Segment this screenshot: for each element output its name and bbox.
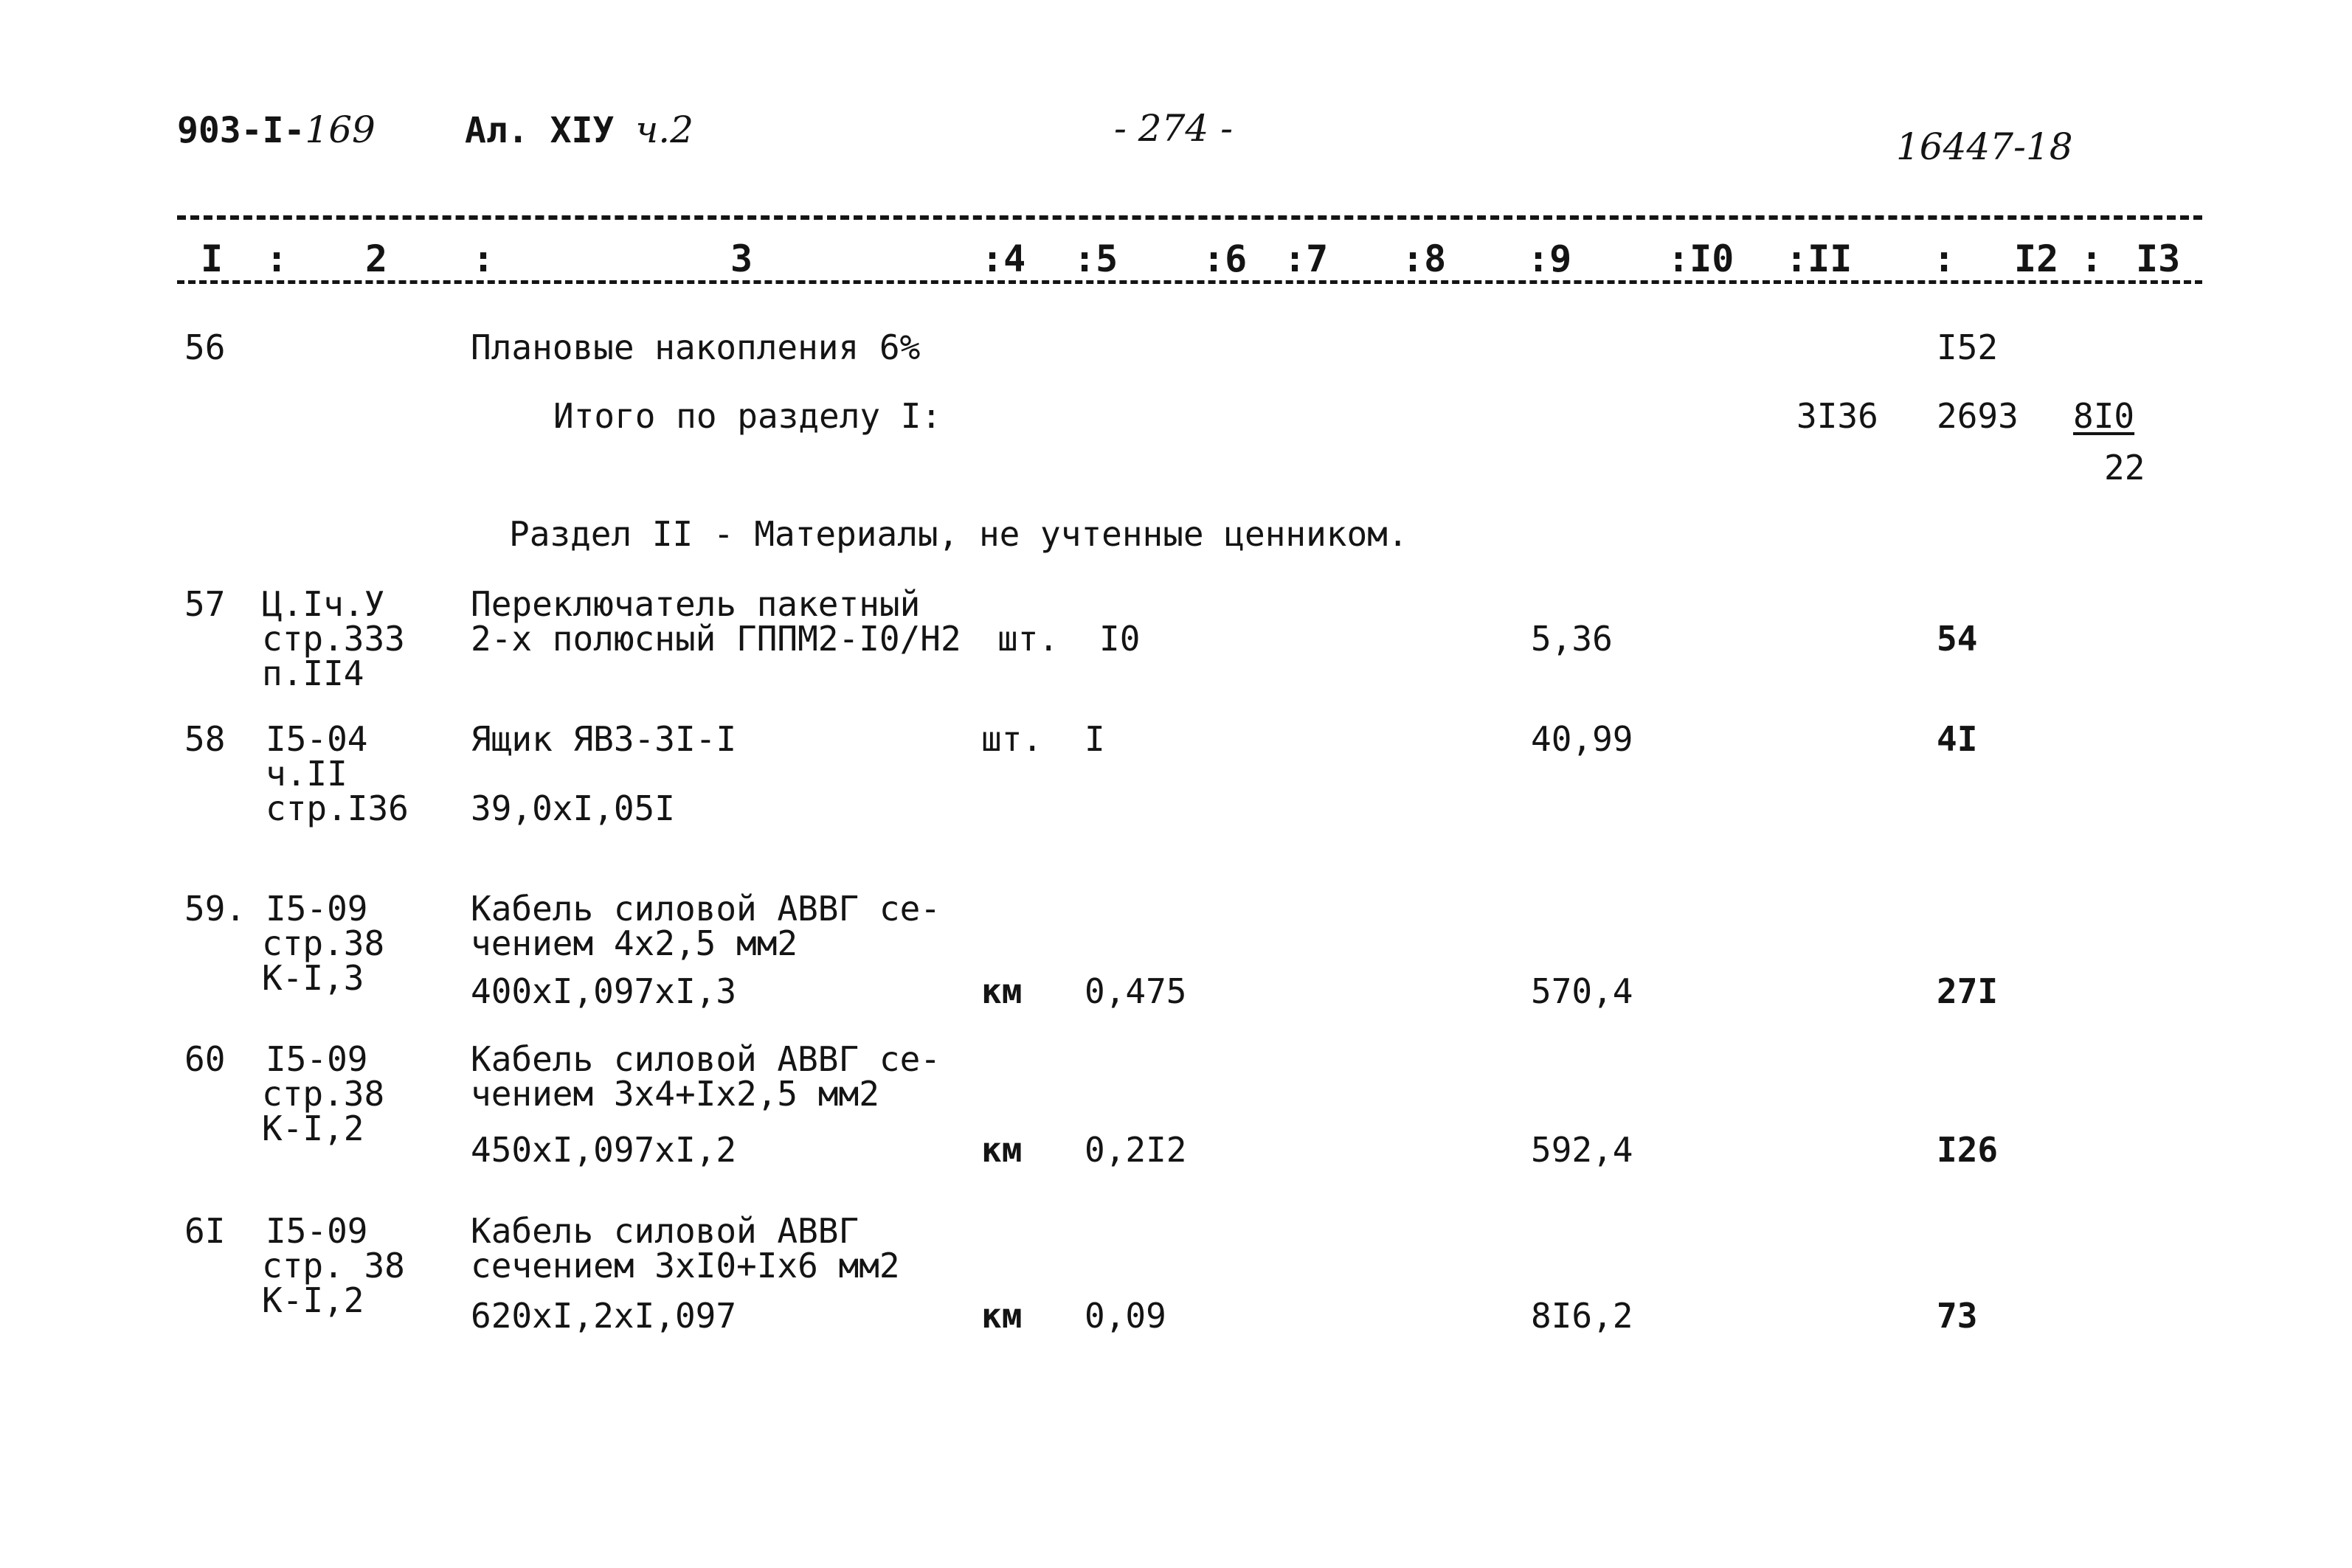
row-number: 56 [184, 327, 226, 367]
row-name-line: сечением 3xI0+Ix6 мм2 [471, 1246, 900, 1286]
column-number: 2 [365, 237, 388, 280]
row-cost: I26 [1937, 1130, 1999, 1170]
column-number: :6 [1203, 237, 1248, 280]
row-ref-line: Ц.Iч.У [262, 584, 385, 624]
total-col13-bottom: 22 [2104, 448, 2145, 488]
column-separator: : [1933, 237, 1956, 280]
total-col11: 3I36 [1796, 396, 1878, 436]
row-ref-line: К-I,2 [262, 1280, 364, 1320]
row-quantity: 0,475 [1085, 971, 1187, 1011]
total-label: Итого по разделу I: [553, 396, 942, 436]
row-name-line: Переключатель пакетный [471, 584, 921, 624]
row-ref-line: стр.38 [262, 1074, 385, 1114]
column-number: I2 [2014, 237, 2059, 280]
row-ref-line: ч.II [266, 754, 347, 794]
row-ref-line: I5-09 [266, 1211, 368, 1251]
row-unit: км [981, 1130, 1023, 1170]
row-cost: I52 [1937, 327, 1999, 367]
column-separator: : [2081, 237, 2103, 280]
row-unit: шт. [981, 719, 1043, 759]
total-col12: 2693 [1937, 396, 2019, 436]
row-quantity: 0,09 [1085, 1296, 1166, 1336]
row-price: 5,36 [1531, 619, 1613, 659]
row-quantity: I [1085, 719, 1105, 759]
row-ref-line: К-I,2 [262, 1109, 364, 1148]
column-number: I3 [2136, 237, 2181, 280]
column-number: :9 [1527, 237, 1572, 280]
page-number: - 274 - [1114, 107, 1234, 150]
row-formula: 450xI,097xI,2 [471, 1130, 737, 1170]
row-ref-line: I5-04 [266, 719, 368, 759]
row-ref-line: стр. 38 [262, 1246, 405, 1286]
row-number: 60 [184, 1039, 226, 1079]
row-unit: км [981, 1296, 1023, 1336]
column-number: :5 [1073, 237, 1118, 280]
row-unit: шт. [997, 619, 1059, 659]
row-number: 57 [184, 584, 226, 624]
column-number: 3 [730, 237, 753, 280]
row-quantity: 0,2I2 [1085, 1130, 1187, 1170]
row-name-line: чением 4x2,5 мм2 [471, 923, 798, 963]
column-separator: : [266, 237, 288, 280]
row-price: 592,4 [1531, 1130, 1633, 1170]
row-cost: 73 [1937, 1296, 1978, 1336]
row-ref-line: стр.38 [262, 923, 385, 963]
row-formula: 400xI,097xI,3 [471, 971, 737, 1011]
row-ref-line: п.II4 [262, 653, 364, 693]
row-name: Плановые накопления 6% [471, 327, 921, 367]
column-number: :II [1785, 237, 1853, 280]
row-number: 58 [184, 719, 226, 759]
total-col13-top: 8I0 [2073, 396, 2135, 436]
row-ref-line: стр.I36 [266, 788, 409, 828]
row-ref-line: I5-09 [266, 889, 368, 929]
sheet-number: 16447-18 [1896, 125, 2073, 168]
album-label: Ал. XIУ ч.2 [465, 108, 694, 151]
row-name-line: Кабель силовой АВВГ се- [471, 889, 941, 929]
column-number: I [201, 237, 224, 280]
column-number: :8 [1402, 237, 1447, 280]
row-name-line: 2-х полюсный ГППМ2-I0/Н2 [471, 619, 961, 659]
row-formula: 39,0xI,05I [471, 788, 675, 828]
row-cost: 54 [1937, 619, 1978, 659]
row-ref-line: К-I,3 [262, 958, 364, 998]
row-name-line: Кабель силовой АВВГ се- [471, 1039, 941, 1079]
column-number: :7 [1284, 237, 1329, 280]
row-number: 6I [184, 1211, 226, 1251]
row-cost: 4I [1937, 719, 1978, 759]
top-dashed-rule [177, 215, 2202, 220]
row-cost: 27I [1937, 971, 1999, 1011]
row-price: 570,4 [1531, 971, 1633, 1011]
row-price: 40,99 [1531, 719, 1633, 759]
section-title: Раздел II - Материалы, не учтенные ценником. [509, 514, 1408, 554]
row-ref-line: стр.333 [262, 619, 405, 659]
row-ref-line: I5-09 [266, 1039, 368, 1079]
row-price: 8I6,2 [1531, 1296, 1633, 1336]
row-name-line: Кабель силовой АВВГ [471, 1211, 859, 1251]
row-unit: км [981, 971, 1023, 1011]
document-code: 903-I-169 [177, 108, 376, 151]
column-separator: : [472, 237, 495, 280]
row-quantity: I0 [1099, 619, 1141, 659]
column-number: :4 [981, 237, 1026, 280]
row-formula: 620xI,2xI,097 [471, 1296, 737, 1336]
row-number: 59. [184, 889, 246, 929]
row-name-line: Ящик ЯВЗ-3I-I [471, 719, 737, 759]
column-header-rule [177, 280, 2202, 284]
column-number: :I0 [1667, 237, 1734, 280]
row-name-line: чением 3x4+Ix2,5 мм2 [471, 1074, 879, 1114]
